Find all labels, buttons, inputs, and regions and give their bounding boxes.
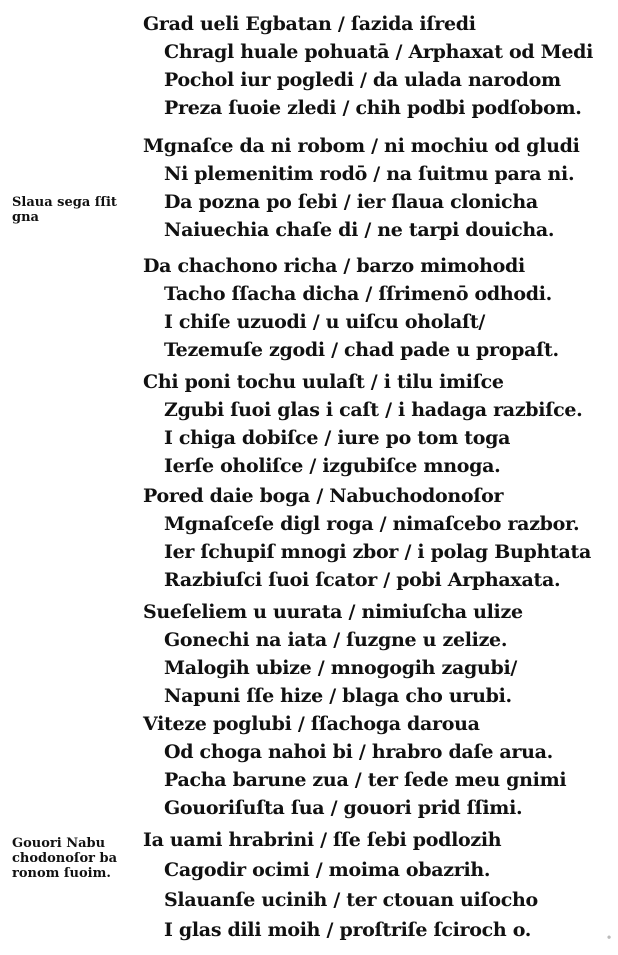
verse-line: Gonechi na iata / ſuzgne u zelize. — [164, 629, 508, 651]
verse-line: Ni plemenitim rodō / na ſuitmu para ni. — [164, 163, 575, 185]
verse-line: Pacha barune zua / ter ſede meu gnimi — [164, 769, 567, 791]
verse-line: Sueſeliem u uurata / nimiuſcha ulize — [143, 601, 523, 623]
verse-line: Ia uami hrabrini / ſſe ſebi podlozih — [143, 829, 502, 851]
verse-line: Cagodir ocimi / moima obazrih. — [164, 859, 491, 881]
verse-line: Pored daie boga / Nabuchodonoſor — [143, 485, 504, 507]
verse-line: Ierſe oholiſce / izgubiſce mnoga. — [164, 455, 501, 477]
verse-line: Naiuechia chaſe di / ne tarpi douicha. — [164, 219, 555, 241]
margin-note-line: Slaua sega ſſit — [12, 195, 117, 210]
margin-note-line: ronom ſuoim. — [12, 866, 111, 881]
verse-line: Grad ueli Egbatan / ſazida iſredi — [143, 13, 476, 35]
margin-ornament: ∙ — [606, 930, 612, 944]
verse-line: Preza ſuoie zledi / chih podbi podſobom. — [164, 97, 582, 119]
verse-line: Tezemuſe zgodi / chad pade u propaſt. — [164, 339, 559, 361]
margin-note-line: chodonoſor ba — [12, 851, 118, 866]
verse-line: Ier ſchupiſ mnogi zbor / i polag Buphtata — [164, 541, 591, 563]
verse-line: Zgubi ſuoi glas i caſt / i hadaga razbiſce. — [164, 399, 583, 421]
verse-line: Chi poni tochu uulaſt / i tilu imiſce — [143, 371, 504, 393]
verse-line: I chiſe uzuodi / u uiſcu oholaſt/ — [164, 311, 486, 333]
verse-line: Viteze poglubi / ſſachoga daroua — [143, 713, 480, 735]
verse-line: Mgnaſceſe digl roga / nimaſcebo razbor. — [164, 513, 580, 535]
verse-line: I chiga dobiſce / iure po tom toga — [164, 427, 511, 449]
verse-line: I glas dili moih / proſtriſe ſciroch o. — [164, 919, 532, 941]
verse-line: Gouoriſuſta ſua / gouori prid ſſimi. — [164, 797, 523, 819]
verse-line: Da chachono richa / barzo mimohodi — [143, 255, 525, 277]
verse-line: Malogih ubize / mnogogih zagubi/ — [164, 657, 518, 679]
verse-line: Napuni ſſe hize / blaga cho urubi. — [164, 685, 512, 707]
verse-line: Mgnaſce da ni robom / ni mochiu od gludi — [143, 135, 580, 157]
verse-line: Pochol iur pogledi / da ulada narodom — [164, 69, 561, 91]
margin-note-line: Gouori Nabu — [12, 836, 106, 851]
verse-line: Tacho ſſacha dicha / ſſrimenō odhodi. — [164, 283, 552, 305]
verse-line: Slauanſe ucinih / ter ctouan uiſocho — [164, 889, 538, 911]
margin-note-line: gna — [12, 210, 39, 225]
verse-line: Da pozna po ſebi / ier ſlaua clonicha — [164, 191, 538, 213]
verse-line: Razbiuſci ſuoi ſcator / pobi Arphaxata. — [164, 569, 561, 591]
verse-line: Od choga nahoi bi / hrabro daſe arua. — [164, 741, 553, 763]
verse-line: Chragl huale pohuatā / Arphaxat od Medi — [164, 41, 594, 63]
